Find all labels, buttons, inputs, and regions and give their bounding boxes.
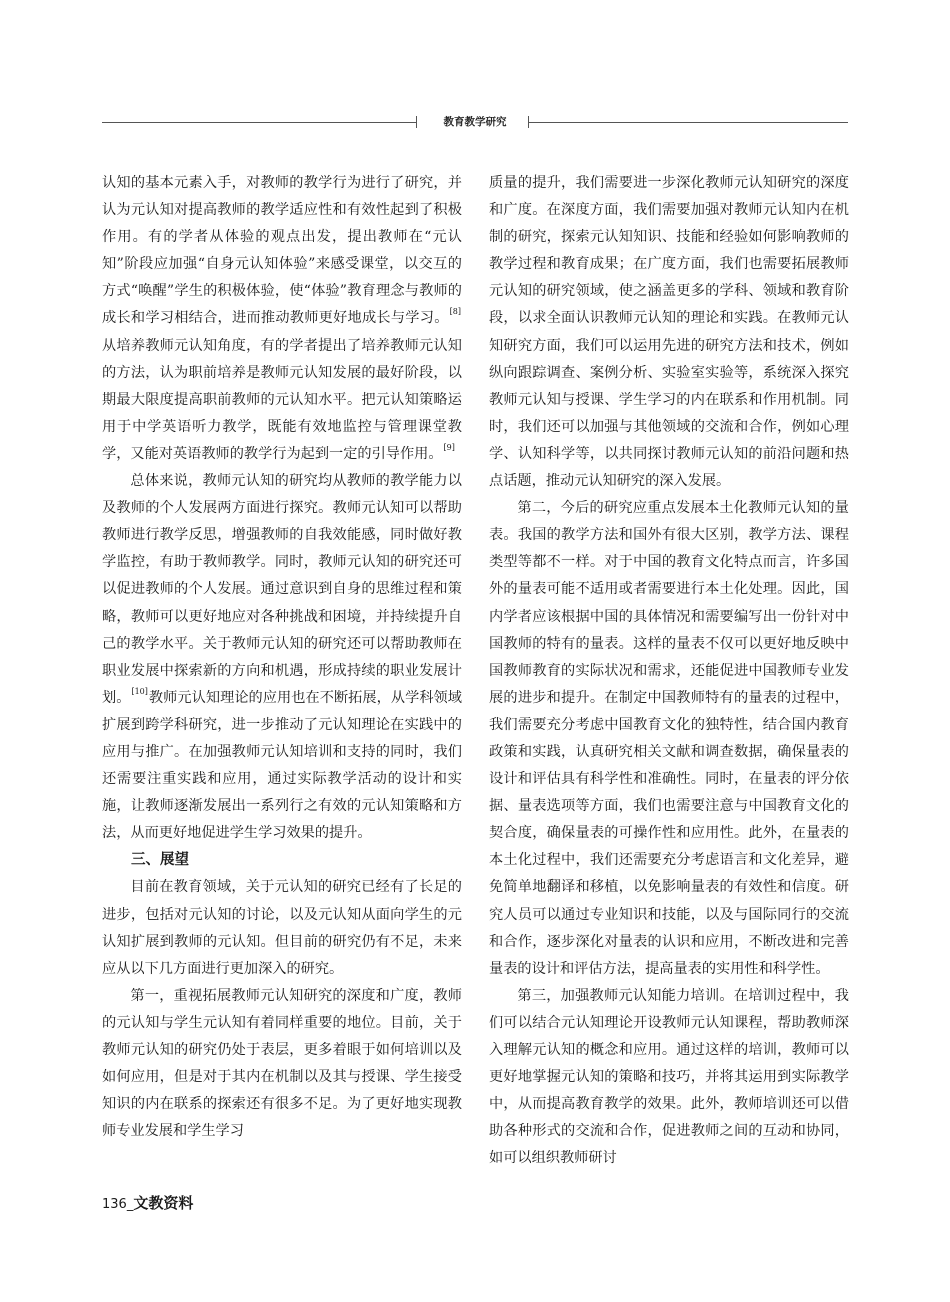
header-tick-left	[416, 116, 417, 128]
section-heading: 三、展望	[131, 852, 189, 869]
paragraph: 第三，加强教师元认知能力培训。在培训过程中，我们可以结合元认知理论开设教师元认知课程，帮助教师深入理解元认知的概念和应用。通过这样的培训，教师可以更好地掌握元认知的策略和技巧，并将其运用到实际教学中，从而提高教育教学的效果。此外，教师培训还可以借助各种形式的交流和合作，促进教师之间的互动和协同，如可以组织教师研讨	[489, 987, 849, 1167]
header-rule-right	[528, 122, 848, 123]
citation-ref: [10]	[131, 686, 148, 696]
paragraph-continued: 质量的提升，我们需要进一步深化教师元认知研究的深度和广度。在深度方面，我们需要加强对教师元认知内在机制的研究，探索元认知知识、技能和经验如何影响教师的教学过程和教育成果；在广度方面，我们也需要拓展教师元认知的研究领域，使之涵盖更多的学科、领域和教育阶段，以求全面认识教师元认知的理论和实践。在教师元认知研究方面，我们可以运用先进的研究方法和技术，例如纵向跟踪调查、案例分析、实验室实验等，系统深入探究教师元认知与授课、学生学习的内在联系和作用机制。同时，我们还可以加强与其他领域的交流和合作，例如心理学、认知科学等，以共同探讨教师元认知的前沿问题和热点话题，推动元认知研究的深入发展。	[489, 175, 849, 490]
footer-separator: _	[126, 1197, 134, 1212]
text-run: 从培养教师元认知角度，有的学者提出了培养教师元认知的方法，认为职前培养是教师元认知发展的最好阶段，以期最大限度提高职前教师的元认知水平。把元认知策略运用于中学英语听力教学，既能有效地监控与管理课堂教学，又能对英语教师的教学行为起到一定的引导作用。	[102, 337, 462, 462]
page-footer	[102, 1192, 193, 1212]
page-number: 136	[102, 1197, 127, 1212]
left-column	[102, 170, 462, 1145]
text-run: 总体来说，教师元认知的研究均从教师的教学能力以及教师的个人发展两方面进行探究。教师元认知可以帮助教师进行教学反思，增强教师的自我效能感，同时做好教学监控，有助于教师教学。同时，教师元认知的研究还可以促进教师的个人发展。通过意识到自身的思维过程和策略，教师可以更好地应对各种挑战和困境，并持续提升自己的教学水平。关于教师元认知的研究还可以帮助教师在职业发展中探索新的方向和机遇，形成持续的职业发展计划。	[102, 473, 462, 706]
header-rule-left	[102, 122, 416, 123]
text-run: 教师元认知理论的应用也在不断拓展，从学科领域扩展到跨学科研究，进一步推动了元认知理论在实践中的应用与推广。在加强教师元认知培训和支持的同时，我们还需要注重实践和应用，通过实际教学活动的设计和实施，让教师逐渐发展出一系列行之有效的元认知策略和方法，从而更好地促进学生学习效果的提升。	[102, 689, 462, 842]
text-run: 认知的基本元素入手，对教师的教学行为进行了研究，并认为元认知对提高教师的教学适应性和有效性起到了积极作用。有的学者从体验的观点出发，提出教师在“元认知”阶段应加强“自身元认知体验”来感受课堂，以交互的方式“唤醒”学生的积极体验，使“体验”教育理念与教师的成长和学习相结合，进而推动教师更好地成长与学习。	[102, 175, 462, 327]
citation-ref: [8]	[449, 307, 461, 317]
paragraph: 第二，今后的研究应重点发展本土化教师元认知的量表。我国的教学方法和国外有很大区别，教学方法、课程类型等都不一样。对于中国的教育文化特点而言，许多国外的量表可能不适用或者需要进行本土化处理。因此，国内学者应该根据中国的具体情况和需要编写出一份针对中国教师的特有的量表。这样的量表不仅可以更好地反映中国教师教育的实际状况和需求，还能促进中国教师专业发展的进步和提升。在制定中国教师特有的量表的过程中，我们需要充分考虑中国教育文化的独特性，结合国内教育政策和实践，认真研究相关文献和调查数据，确保量表的设计和评估具有科学性和准确性。同时，在量表的评分依据、量表选项等方面，我们也需要注意与中国教育文化的契合度，确保量表的可操作性和应用性。此外，在量表的本土化过程中，我们还需要充分考虑语言和文化差异，避免简单地翻译和移植，以免影响量表的有效性和信度。研究人员可以通过专业知识和技能，以及与国际同行的交流和合作，逐步深化对量表的认识和应用，不断改进和完善量表的设计和评估方法，提高量表的实用性和科学性。	[489, 500, 849, 977]
paragraph: 第一，重视拓展教师元认知研究的深度和广度，教师的元认知与学生元认知有着同样重要的地位。目前，关于教师元认知的研究仍处于表层，更多着眼于如何培训以及如何应用，但是对于其内在机制以及其与授课、学生接受知识的内在联系的探索还有很多不足。为了更好地实现教师专业发展和学生学习	[102, 987, 462, 1140]
paragraph: 目前在教育领域，关于元认知的研究已经有了长足的进步，包括对元认知的讨论，以及元认知从面向学生的元认知扩展到教师的元认知。但目前的研究仍有不足，未来应从以下几方面进行更加深入的研究。	[102, 879, 462, 977]
running-header	[102, 114, 848, 130]
journal-name: 文教资料	[133, 1194, 194, 1212]
paragraph	[102, 468, 462, 847]
right-column	[489, 170, 849, 1172]
section-title: 教育教学研究	[443, 116, 507, 128]
citation-ref: [9]	[443, 442, 455, 452]
paragraph-continued	[102, 170, 462, 468]
